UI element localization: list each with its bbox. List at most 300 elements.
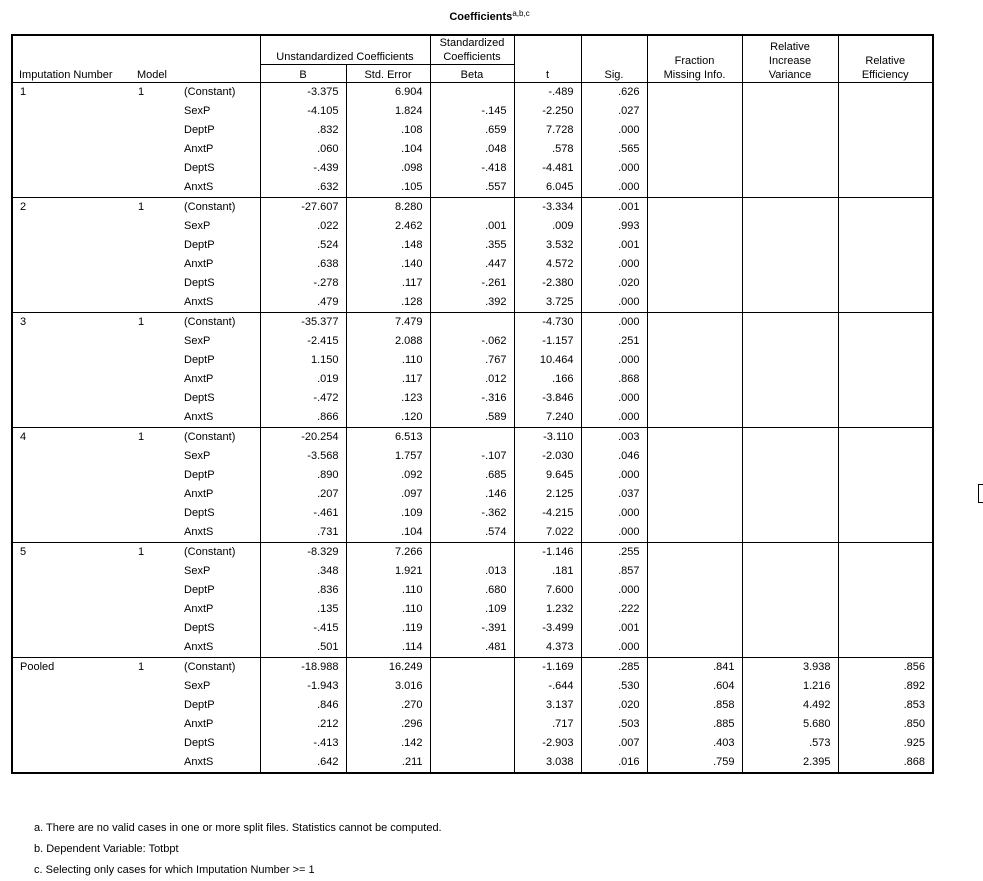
riv-cell — [742, 389, 838, 408]
fmi-cell — [647, 198, 742, 218]
header-fraction-missing-info: Fraction Missing Info. — [647, 35, 742, 83]
fmi-cell — [647, 159, 742, 178]
model-cell — [136, 332, 182, 351]
se-cell: .142 — [346, 734, 430, 753]
table-row — [12, 715, 933, 734]
t-cell: 7.240 — [514, 408, 581, 428]
se-cell: .110 — [346, 351, 430, 370]
model-cell — [136, 600, 182, 619]
model-cell: 1 — [136, 198, 182, 218]
b-cell: .632 — [260, 178, 346, 198]
fmi-cell — [647, 581, 742, 600]
imputation-number-cell — [12, 734, 136, 753]
fmi-cell — [647, 562, 742, 581]
beta-cell — [430, 658, 514, 678]
header-b: B — [260, 65, 346, 83]
header-imputation-number: Imputation Number — [19, 69, 113, 81]
beta-cell: .685 — [430, 466, 514, 485]
sig-cell: .016 — [581, 753, 647, 773]
imputation-number-cell — [12, 370, 136, 389]
table-row — [12, 619, 933, 638]
t-cell: -4.481 — [514, 159, 581, 178]
riv-cell — [742, 255, 838, 274]
beta-cell — [430, 313, 514, 333]
footnote-c: c. Selecting only cases for which Imputation Number >= 1 — [34, 864, 315, 876]
riv-cell — [742, 485, 838, 504]
riv-cell — [742, 562, 838, 581]
t-cell: .181 — [514, 562, 581, 581]
imputation-number-cell — [12, 485, 136, 504]
fmi-cell — [647, 236, 742, 255]
imputation-number-cell: 4 — [12, 428, 136, 448]
re-cell — [838, 600, 933, 619]
beta-cell: -.261 — [430, 274, 514, 293]
fmi-cell — [647, 274, 742, 293]
variable-name-cell: DeptS — [184, 507, 215, 519]
se-cell: 6.513 — [346, 428, 430, 448]
table-row — [12, 638, 933, 658]
header-beta: Beta — [430, 65, 514, 83]
riv-cell: 1.216 — [742, 677, 838, 696]
table-row — [12, 274, 933, 293]
b-cell: .846 — [260, 696, 346, 715]
fmi-cell — [647, 255, 742, 274]
sig-cell: .530 — [581, 677, 647, 696]
table-row — [12, 734, 933, 753]
table-row — [12, 600, 933, 619]
se-cell: .097 — [346, 485, 430, 504]
re-cell — [838, 389, 933, 408]
riv-cell: .573 — [742, 734, 838, 753]
se-cell: .128 — [346, 293, 430, 313]
variable-name-cell: (Constant) — [182, 198, 260, 218]
variable-name-cell: DeptS — [184, 622, 215, 634]
imputation-number-cell — [12, 140, 136, 159]
se-cell: 1.921 — [346, 562, 430, 581]
variable-name-cell: AnxtP — [184, 373, 214, 385]
imputation-number-cell — [12, 504, 136, 523]
table-header — [12, 35, 933, 83]
b-cell: -.461 — [260, 504, 346, 523]
header-model: Model — [137, 69, 167, 81]
beta-cell: .680 — [430, 581, 514, 600]
variable-name-cell: DeptP — [184, 469, 215, 481]
imputation-number-cell — [12, 293, 136, 313]
sig-cell: .868 — [581, 370, 647, 389]
imputation-number-cell — [12, 332, 136, 351]
se-cell: 2.462 — [346, 217, 430, 236]
b-cell: .638 — [260, 255, 346, 274]
t-cell: 7.600 — [514, 581, 581, 600]
variable-name-cell: AnxtP — [184, 258, 214, 270]
model-cell: 1 — [138, 86, 145, 98]
imputation-number-cell: 1 — [20, 86, 27, 98]
header-stub — [12, 35, 260, 83]
variable-name-cell: AnxtP — [184, 603, 214, 615]
table-row — [12, 562, 933, 581]
se-cell: .211 — [346, 753, 430, 773]
fmi-cell — [647, 447, 742, 466]
imputation-number-cell — [12, 562, 136, 581]
imputation-number-cell: 5 — [12, 543, 136, 563]
header-standardized: Standardized Coefficients — [430, 35, 514, 65]
re-cell: .892 — [903, 680, 925, 692]
t-cell: 1.232 — [514, 600, 581, 619]
fmi-cell — [647, 619, 742, 638]
re-cell — [838, 274, 933, 293]
footnote-a: a. There are no valid cases in one or more split files. Statistics cannot be computed. — [34, 822, 442, 834]
riv-cell — [742, 408, 838, 428]
imputation-number-cell — [12, 600, 136, 619]
imputation-number-cell: 3 — [12, 313, 136, 333]
b-cell: -.439 — [260, 159, 346, 178]
variable-name-cell: (Constant) — [182, 313, 260, 333]
model-cell — [136, 677, 182, 696]
table-row — [12, 677, 933, 696]
variable-name-cell: DeptP — [184, 354, 215, 366]
model-cell — [136, 485, 182, 504]
table-row — [12, 543, 933, 563]
model-cell — [136, 217, 182, 236]
imputation-number-cell — [12, 255, 136, 274]
b-cell: .501 — [260, 638, 346, 658]
fmi-cell — [647, 543, 742, 563]
header-std-error: Std. Error — [346, 65, 430, 83]
beta-cell — [430, 734, 514, 753]
variable-name-cell: (Constant) — [184, 86, 236, 98]
t-cell: 7.728 — [514, 121, 581, 140]
b-cell: .731 — [260, 523, 346, 543]
model-cell — [136, 140, 182, 159]
b-cell: 1.150 — [260, 351, 346, 370]
table-row — [12, 332, 933, 351]
footnote-b: b. Dependent Variable: Totbpt — [34, 843, 179, 855]
re-cell: .850 — [903, 718, 925, 730]
b-cell: .207 — [260, 485, 346, 504]
table-row — [12, 351, 933, 370]
re-cell — [838, 351, 933, 370]
b-cell: -8.329 — [260, 543, 346, 563]
fmi-cell — [647, 466, 742, 485]
sig-cell: .857 — [581, 562, 647, 581]
beta-cell — [430, 198, 514, 218]
riv-cell — [742, 102, 838, 121]
table-row — [12, 658, 933, 678]
imputation-number-cell — [12, 638, 136, 658]
fmi-cell — [647, 332, 742, 351]
sig-cell: .000 — [581, 351, 647, 370]
fmi-cell — [647, 638, 742, 658]
variable-name-cell: (Constant) — [182, 428, 260, 448]
se-cell: 1.757 — [346, 447, 430, 466]
sig-cell: .003 — [581, 428, 647, 448]
table-row — [12, 408, 933, 428]
b-cell: .060 — [260, 140, 346, 159]
re-cell — [838, 121, 933, 140]
b-cell: .479 — [260, 293, 346, 313]
t-cell: 3.532 — [514, 236, 581, 255]
model-cell — [136, 523, 182, 543]
riv-cell — [742, 370, 838, 389]
fmi-cell: .403 — [647, 734, 742, 753]
variable-name-cell: DeptP — [184, 124, 215, 136]
beta-cell: .392 — [430, 293, 514, 313]
variable-name-cell: SexP — [184, 220, 211, 232]
model-cell — [136, 370, 182, 389]
model-cell — [136, 753, 182, 773]
fmi-cell — [647, 217, 742, 236]
sig-cell: .000 — [581, 466, 647, 485]
table-row — [12, 753, 933, 773]
table-row — [12, 389, 933, 408]
beta-cell: .109 — [430, 600, 514, 619]
fmi-cell: .841 — [647, 658, 742, 678]
b-cell: .212 — [260, 715, 346, 734]
b-cell: -2.415 — [260, 332, 346, 351]
t-cell: -3.499 — [514, 619, 581, 638]
model-cell — [136, 255, 182, 274]
se-cell: .270 — [346, 696, 430, 715]
t-cell: 3.137 — [514, 696, 581, 715]
riv-cell — [742, 159, 838, 178]
re-cell: .853 — [903, 699, 925, 711]
fmi-cell — [647, 370, 742, 389]
fmi-cell: .858 — [647, 696, 742, 715]
imputation-number-cell — [12, 159, 136, 178]
beta-cell — [430, 428, 514, 448]
variable-name-cell: DeptP — [184, 699, 215, 711]
b-cell: -.415 — [260, 619, 346, 638]
fmi-cell — [647, 293, 742, 313]
model-cell — [136, 274, 182, 293]
se-cell: 2.088 — [346, 332, 430, 351]
beta-cell: .557 — [430, 178, 514, 198]
sig-cell: .000 — [581, 523, 647, 543]
variable-name-cell: DeptS — [184, 737, 215, 749]
fmi-cell — [647, 389, 742, 408]
model-cell — [136, 466, 182, 485]
se-cell: .104 — [346, 523, 430, 543]
table-row — [12, 140, 933, 159]
imputation-number-cell — [12, 389, 136, 408]
table-row — [12, 178, 933, 198]
variable-name-cell: AnxtP — [184, 143, 214, 155]
se-cell: .148 — [346, 236, 430, 255]
fmi-cell — [647, 313, 742, 333]
model-cell — [136, 715, 182, 734]
fmi-cell — [647, 485, 742, 504]
se-cell: .117 — [346, 274, 430, 293]
riv-cell — [742, 313, 838, 333]
imputation-number-cell — [12, 447, 136, 466]
table-body — [12, 83, 933, 774]
re-cell — [838, 198, 933, 218]
table-row — [12, 313, 933, 333]
riv-cell — [742, 332, 838, 351]
imputation-number-cell: 2 — [12, 198, 136, 218]
b-cell: -1.943 — [260, 677, 346, 696]
se-cell: .104 — [346, 140, 430, 159]
imputation-number-cell — [12, 715, 136, 734]
beta-cell: .574 — [430, 523, 514, 543]
imputation-number-cell — [12, 619, 136, 638]
table-row — [12, 523, 933, 543]
imputation-number-cell — [12, 121, 136, 140]
table-row — [12, 696, 933, 715]
b-cell: -20.254 — [260, 428, 346, 448]
b-cell: -3.568 — [260, 447, 346, 466]
riv-cell: 4.492 — [742, 696, 838, 715]
t-cell: 7.022 — [514, 523, 581, 543]
variable-name-cell: AnxtS — [184, 296, 214, 308]
variable-name-cell: AnxtS — [184, 181, 214, 193]
t-cell: 6.045 — [514, 178, 581, 198]
riv-cell — [742, 274, 838, 293]
title-footnote-markers: a,b,c — [512, 9, 530, 18]
variable-name-cell: SexP — [184, 450, 211, 462]
imputation-number-cell — [12, 236, 136, 255]
t-cell: -4.730 — [514, 313, 581, 333]
model-cell: 1 — [136, 543, 182, 563]
fmi-cell — [647, 178, 742, 198]
imputation-number-cell — [12, 102, 136, 121]
beta-cell: .146 — [430, 485, 514, 504]
riv-cell — [742, 619, 838, 638]
sig-cell: .222 — [581, 600, 647, 619]
variable-name-cell: DeptS — [184, 162, 215, 174]
fmi-cell — [647, 408, 742, 428]
table-row — [12, 217, 933, 236]
re-cell — [838, 504, 933, 523]
table-row — [12, 159, 933, 178]
re-cell — [838, 638, 933, 658]
se-cell: .110 — [346, 581, 430, 600]
fmi-cell: .759 — [647, 753, 742, 773]
table-row — [12, 504, 933, 523]
b-cell: .866 — [260, 408, 346, 428]
beta-cell: -.316 — [430, 389, 514, 408]
variable-name-cell: AnxtP — [184, 488, 214, 500]
table-row — [12, 581, 933, 600]
se-cell: 7.266 — [346, 543, 430, 563]
sig-cell: .000 — [581, 255, 647, 274]
re-cell — [838, 140, 933, 159]
model-cell — [136, 121, 182, 140]
re-cell — [838, 178, 933, 198]
riv-cell — [742, 638, 838, 658]
variable-name-cell: AnxtS — [184, 641, 214, 653]
b-cell: -27.607 — [260, 198, 346, 218]
riv-cell — [742, 178, 838, 198]
t-cell: 9.645 — [514, 466, 581, 485]
footnotes — [34, 818, 442, 881]
model-cell — [136, 408, 182, 428]
se-cell: 1.824 — [346, 102, 430, 121]
imputation-number-cell — [12, 677, 136, 696]
table-row — [12, 255, 933, 274]
fmi-cell — [647, 504, 742, 523]
imputation-number-cell — [12, 178, 136, 198]
model-cell — [136, 293, 182, 313]
variable-name-cell: AnxtS — [184, 411, 214, 423]
b-cell: .348 — [260, 562, 346, 581]
t-cell: -.489 — [514, 83, 581, 103]
re-cell — [838, 313, 933, 333]
re-cell — [838, 102, 933, 121]
t-cell: 3.038 — [514, 753, 581, 773]
model-cell — [136, 178, 182, 198]
riv-cell: 3.938 — [742, 658, 838, 678]
imputation-number-cell — [12, 523, 136, 543]
se-cell: .105 — [346, 178, 430, 198]
b-cell: -.472 — [260, 389, 346, 408]
variable-name-cell: SexP — [184, 105, 211, 117]
b-cell: -3.375 — [260, 83, 346, 103]
fmi-cell — [647, 600, 742, 619]
sig-cell: .000 — [581, 638, 647, 658]
fmi-cell — [647, 121, 742, 140]
beta-cell — [430, 715, 514, 734]
se-cell: .114 — [346, 638, 430, 658]
b-cell: -18.988 — [260, 658, 346, 678]
table-row — [12, 370, 933, 389]
table-row — [12, 198, 933, 218]
imputation-number-cell: Pooled — [12, 658, 136, 678]
t-cell: -3.110 — [514, 428, 581, 448]
sig-cell: .000 — [581, 159, 647, 178]
model-cell: 1 — [136, 313, 182, 333]
sig-cell: .000 — [581, 408, 647, 428]
sig-cell: .001 — [581, 619, 647, 638]
re-cell — [838, 408, 933, 428]
re-cell — [838, 562, 933, 581]
sig-cell: .000 — [581, 293, 647, 313]
riv-cell — [742, 543, 838, 563]
t-cell: -1.157 — [514, 332, 581, 351]
b-cell: .832 — [260, 121, 346, 140]
header-unstandardized: Unstandardized Coefficients — [260, 35, 430, 65]
se-cell: .109 — [346, 504, 430, 523]
riv-cell — [742, 600, 838, 619]
table-row — [12, 485, 933, 504]
b-cell: -4.105 — [260, 102, 346, 121]
se-cell: .108 — [346, 121, 430, 140]
beta-cell: .659 — [430, 121, 514, 140]
sig-cell: .503 — [581, 715, 647, 734]
t-cell: 4.373 — [514, 638, 581, 658]
sig-cell: .020 — [581, 274, 647, 293]
beta-cell: .767 — [430, 351, 514, 370]
header-t: t — [514, 35, 581, 83]
re-cell — [838, 447, 933, 466]
model-cell: 1 — [136, 658, 182, 678]
imputation-number-cell — [12, 351, 136, 370]
variable-name-cell: AnxtP — [184, 718, 214, 730]
riv-cell — [742, 198, 838, 218]
beta-cell: .481 — [430, 638, 514, 658]
sig-cell: .007 — [581, 734, 647, 753]
sig-cell: .000 — [581, 581, 647, 600]
beta-cell: .447 — [430, 255, 514, 274]
t-cell: -.644 — [514, 677, 581, 696]
model-cell — [136, 619, 182, 638]
beta-cell: .048 — [430, 140, 514, 159]
sig-cell: .020 — [581, 696, 647, 715]
se-cell: .117 — [346, 370, 430, 389]
beta-cell: .355 — [430, 236, 514, 255]
riv-cell: 5.680 — [742, 715, 838, 734]
beta-cell: -.391 — [430, 619, 514, 638]
